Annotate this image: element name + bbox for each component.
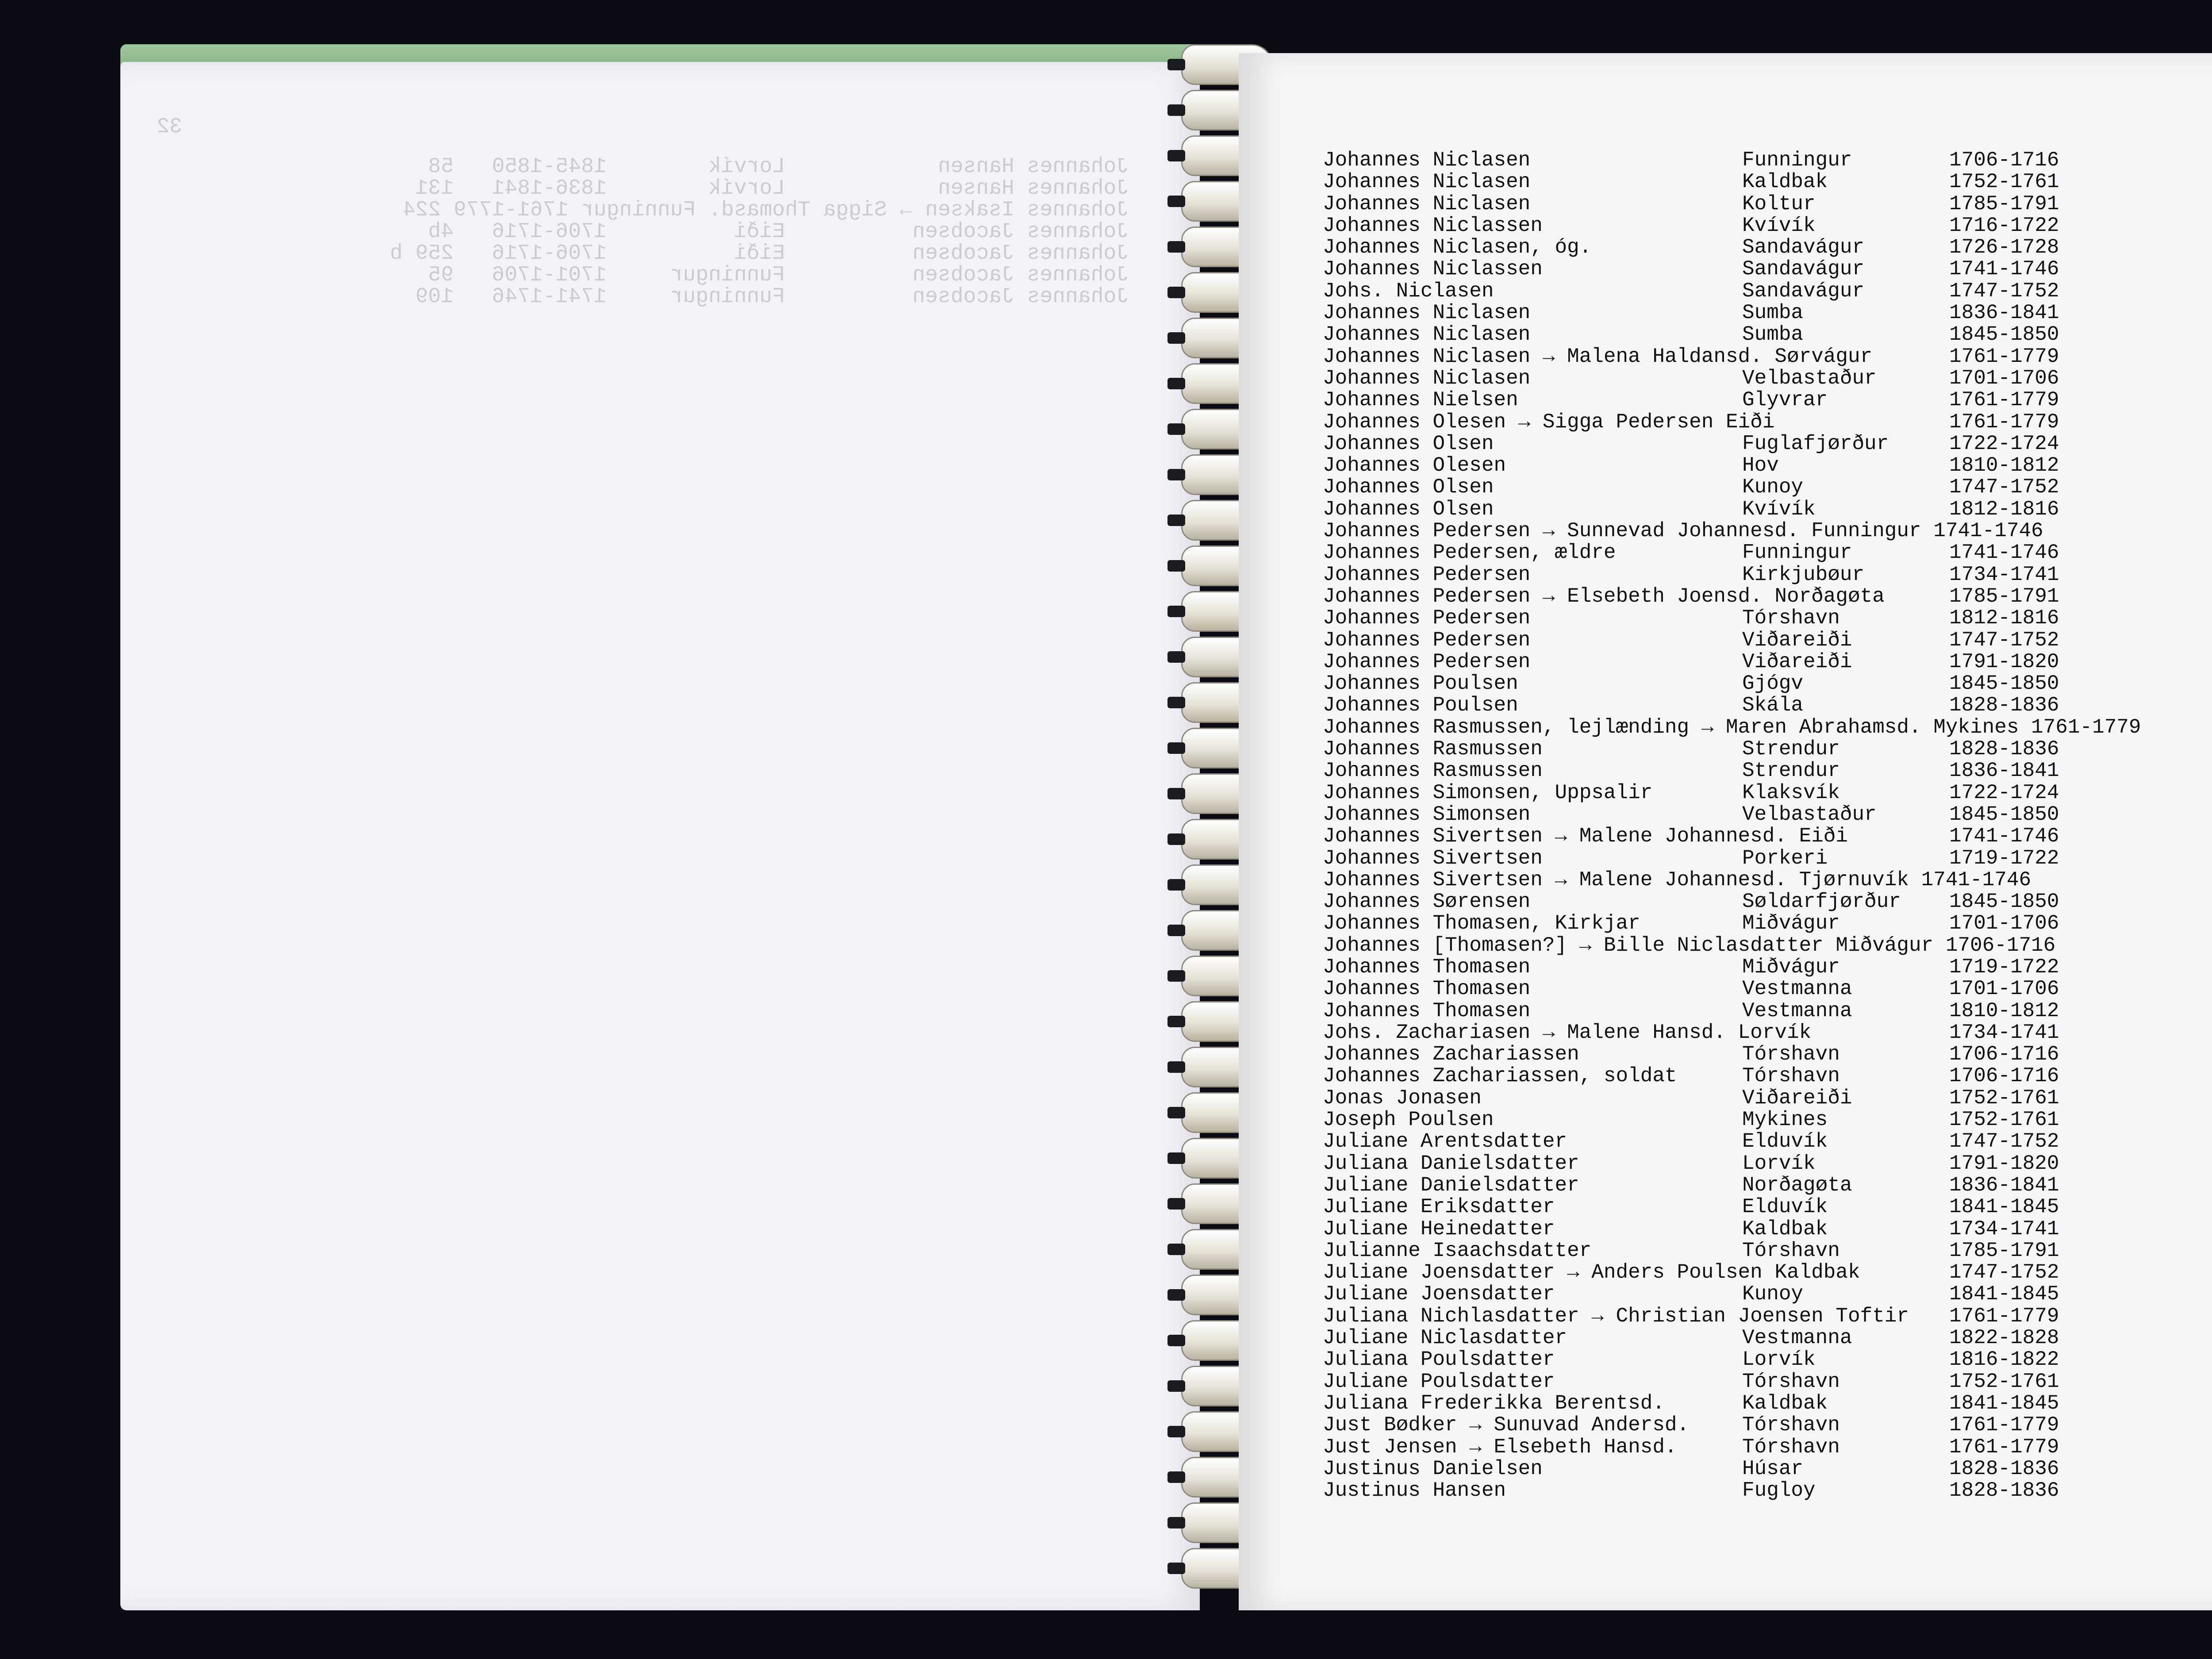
- entry-place: Porkeri: [1742, 846, 1828, 870]
- entry-place: Lorvík: [1742, 1152, 1816, 1175]
- entry-place: Mykines: [1742, 1108, 1828, 1132]
- bleed-line: Johannes Jacobsen Funningur 1701-1706 95: [428, 263, 1129, 287]
- entry-name: Juliane Joensdatter → Anders Poulsen Kaldbak: [1323, 1261, 1860, 1284]
- index-entry: [1323, 150, 2212, 171]
- index-entry: [1323, 258, 2212, 280]
- entry-place: Kirkjubøur: [1742, 563, 1865, 586]
- entry-years: 1747-1752: [1949, 279, 2059, 303]
- bleed-line: Johannes Isaksen → Sigga Thomasd. Funningur 1761-1779 224: [403, 198, 1129, 222]
- bleed-line: Johannes Jacobsen Eiði 1706-1716 259 b: [390, 242, 1129, 265]
- entry-name: Johannes [Thomasen?] → Bille Niclasdatter Miðvágur 1706-1716: [1323, 933, 2056, 957]
- entry-name: Johannes Niclasen: [1323, 192, 1531, 215]
- index-entry: [1323, 280, 2212, 302]
- index-entry: [1323, 433, 2212, 455]
- entry-name: Johannes Rasmussen: [1323, 759, 1543, 783]
- entry-place: Velbastaður: [1742, 803, 1877, 826]
- entry-place: Tórshavn: [1742, 1043, 1840, 1066]
- entry-place: Søldarfjørður: [1742, 890, 1901, 914]
- index-entry: [1323, 1306, 2212, 1327]
- entry-place: Koltur: [1742, 192, 1816, 215]
- entry-name: Johannes Zachariassen, soldat: [1323, 1064, 1677, 1088]
- entry-years: 1741-1746: [1949, 257, 2059, 281]
- index-entry: [1323, 738, 2212, 760]
- entry-years: 1719-1722: [1949, 955, 2059, 979]
- entry-place: Miðvágur: [1742, 912, 1840, 935]
- entry-name: Just Jensen → Elsebeth Hansd.: [1323, 1435, 1677, 1459]
- index-entry: [1323, 542, 2212, 564]
- index-entry: [1323, 1175, 2212, 1196]
- entry-years: 1828-1836: [1949, 1457, 2059, 1480]
- entry-years: 1822-1828: [1949, 1326, 2059, 1350]
- index-entry: [1323, 891, 2212, 913]
- entry-years: 1706-1716: [1949, 1043, 2059, 1066]
- index-entry: [1323, 607, 2212, 629]
- index-entry: [1323, 651, 2212, 673]
- entry-years: 1761-1779: [1949, 345, 2059, 368]
- entry-place: Kaldbak: [1742, 170, 1828, 194]
- entry-years: 1752-1761: [1949, 1108, 2059, 1132]
- entry-name: Juliane Arentsdatter: [1323, 1130, 1567, 1153]
- index-entry: [1323, 1087, 2212, 1109]
- index-entry: [1323, 193, 2212, 215]
- entry-name: Johannes Sivertsen → Malene Johannesd. Tjørnuvík 1741-1746: [1323, 868, 2032, 891]
- left-page: [120, 62, 1200, 1610]
- entry-years: 1716-1722: [1949, 214, 2059, 237]
- entry-place: Sandavágur: [1742, 236, 1865, 259]
- index-entry: [1323, 411, 2212, 433]
- index-entry: [1323, 368, 2212, 389]
- entry-years: 1734-1741: [1949, 563, 2059, 586]
- index-entry: [1323, 1196, 2212, 1218]
- entry-place: Skála: [1742, 694, 1804, 717]
- entry-name: Johannes Pedersen: [1323, 650, 1531, 673]
- index-entry: [1323, 1458, 2212, 1480]
- index-entry: [1323, 913, 2212, 934]
- index-entry: [1323, 978, 2212, 1000]
- entry-place: Kvívík: [1742, 214, 1816, 237]
- entry-years: 1761-1779: [1949, 410, 2059, 434]
- entry-years: 1701-1706: [1949, 912, 2059, 935]
- entry-place: Kaldbak: [1742, 1217, 1828, 1240]
- entry-name: Johannes Niclasen: [1323, 301, 1531, 325]
- entry-place: Viðareiði: [1742, 628, 1852, 652]
- entry-name: Johannes Niclasen: [1323, 149, 1531, 172]
- entry-name: Johannes Pedersen: [1323, 628, 1531, 652]
- entry-years: 1828-1836: [1949, 694, 2059, 717]
- entry-name: Johannes Sørensen: [1323, 890, 1531, 914]
- entry-name: Johannes Niclassen: [1323, 214, 1543, 237]
- index-entry: [1323, 476, 2212, 498]
- entry-years: 1785-1791: [1949, 1239, 2059, 1262]
- entry-name: Johannes Poulsen: [1323, 672, 1518, 695]
- index-entry: [1323, 848, 2212, 869]
- entry-years: 1747-1752: [1949, 628, 2059, 652]
- entry-name: Johannes Niclassen: [1323, 257, 1543, 281]
- bleed-line: Johannes Jacobsen Funningur 1741-1746 109: [415, 285, 1129, 309]
- right-page: [1239, 53, 2212, 1610]
- index-entry: [1323, 695, 2212, 716]
- index-entry: [1323, 956, 2212, 978]
- index-entry: [1323, 1044, 2212, 1065]
- entry-place: Sumba: [1742, 301, 1804, 325]
- entry-place: Sandavágur: [1742, 279, 1865, 303]
- bleed-line: Johannes Hansen Lorvík 1845-1850 58: [428, 155, 1129, 179]
- index-entry: [1323, 389, 2212, 411]
- entry-place: Tórshavn: [1742, 1370, 1840, 1393]
- entry-name: Johannes Sivertsen → Malene Johannesd. Eiði: [1323, 825, 1848, 848]
- entry-name: Johannes Olsen: [1323, 432, 1494, 455]
- entry-name: Johannes Sivertsen: [1323, 846, 1543, 870]
- index-entry: [1323, 1436, 2212, 1458]
- index-entry: [1323, 586, 2212, 607]
- entry-years: 1841-1845: [1949, 1195, 2059, 1219]
- entry-name: Johannes Pedersen: [1323, 563, 1531, 586]
- entry-years: 1785-1791: [1949, 192, 2059, 215]
- index-entry: [1323, 1153, 2212, 1175]
- entry-years: 1722-1724: [1949, 781, 2059, 804]
- entry-years: 1747-1752: [1949, 1130, 2059, 1153]
- entry-years: 1845-1850: [1949, 323, 2059, 346]
- entry-name: Juliane Joensdatter: [1323, 1283, 1555, 1306]
- entry-place: Klaksvík: [1742, 781, 1840, 804]
- entry-name: Johannes Rasmussen: [1323, 737, 1543, 761]
- index-entry: [1323, 1065, 2212, 1087]
- entry-place: Sumba: [1742, 323, 1804, 346]
- entry-name: Johannes Nielsen: [1323, 388, 1518, 412]
- entry-name: Johannes Simonsen: [1323, 803, 1531, 826]
- entry-place: Elduvík: [1742, 1130, 1828, 1153]
- entry-place: Strendur: [1742, 759, 1840, 783]
- entry-name: Johannes Poulsen: [1323, 694, 1518, 717]
- entry-place: Velbastaður: [1742, 366, 1877, 390]
- entry-name: Johannes Niclasen: [1323, 323, 1531, 346]
- entry-place: Glyvrar: [1742, 388, 1828, 412]
- entry-years: 1841-1845: [1949, 1391, 2059, 1415]
- index-entry: [1323, 1480, 2212, 1502]
- index-entry: [1323, 1109, 2212, 1131]
- entry-years: 1791-1820: [1949, 650, 2059, 673]
- bleed-line: Johannes Jacobsen Eiði 1706-1716 4b: [428, 220, 1129, 244]
- entry-name: Johannes Zachariassen: [1323, 1043, 1579, 1066]
- index-entry: [1323, 804, 2212, 826]
- entry-place: Vestmanna: [1742, 999, 1852, 1022]
- entry-name: Johannes Olsen: [1323, 497, 1494, 521]
- entry-name: Johannes Olesen: [1323, 454, 1506, 477]
- index-entry: [1323, 1414, 2212, 1436]
- entry-years: 1845-1850: [1949, 672, 2059, 695]
- entry-years: 1726-1728: [1949, 236, 2059, 259]
- entry-name: Johannes Pedersen → Elsebeth Joensd. Norðagøta: [1323, 584, 1885, 608]
- entry-years: 1836-1841: [1949, 759, 2059, 783]
- entry-years: 1816-1822: [1949, 1348, 2059, 1371]
- entry-years: 1836-1841: [1949, 1173, 2059, 1197]
- entry-years: 1761-1779: [1949, 1435, 2059, 1459]
- entry-name: Julianne Isaachsdatter: [1323, 1239, 1592, 1262]
- entry-place: Vestmanna: [1742, 1326, 1852, 1350]
- entry-years: 1701-1706: [1949, 366, 2059, 390]
- index-entry: [1323, 346, 2212, 368]
- entry-name: Johannes Niclasen: [1323, 170, 1531, 194]
- index-entry: [1323, 717, 2212, 738]
- index-entry: [1323, 1371, 2212, 1393]
- entry-place: Strendur: [1742, 737, 1840, 761]
- entry-years: 1706-1716: [1949, 149, 2059, 172]
- entry-name: Juliana Poulsdatter: [1323, 1348, 1555, 1371]
- entry-place: Viðareiði: [1742, 650, 1852, 673]
- entry-years: 1706-1716: [1949, 1064, 2059, 1088]
- entry-years: 1747-1752: [1949, 1261, 2059, 1284]
- entry-years: 1785-1791: [1949, 584, 2059, 608]
- entry-years: 1752-1761: [1949, 170, 2059, 194]
- entry-years: 1812-1816: [1949, 607, 2059, 630]
- entry-place: Funningur: [1742, 541, 1852, 565]
- entry-name: Juliane Niclasdatter: [1323, 1326, 1567, 1350]
- bleed-through-text: [120, 62, 1200, 1610]
- entry-name: Jonas Jonasen: [1323, 1086, 1482, 1110]
- entry-place: Tórshavn: [1742, 1239, 1840, 1262]
- entry-years: 1761-1779: [1949, 388, 2059, 412]
- entry-name: Johannes Olesen → Sigga Pedersen Eiði: [1323, 410, 1775, 434]
- entry-place: Kvívík: [1742, 497, 1816, 521]
- index-entry: [1323, 826, 2212, 847]
- entry-name: Johs. Zachariasen → Malene Hansd. Lorvík: [1323, 1021, 1812, 1044]
- index-entry: [1323, 1000, 2212, 1022]
- entry-place: Norðagøta: [1742, 1173, 1852, 1197]
- index-entry: [1323, 499, 2212, 520]
- entry-name: Johannes Olsen: [1323, 476, 1494, 499]
- bleed-line: Johannes Hansen Lorvík 1836-1841 131: [415, 177, 1129, 200]
- entry-place: Sandavágur: [1742, 257, 1865, 281]
- index-entry: [1323, 760, 2212, 782]
- entry-years: 1841-1845: [1949, 1283, 2059, 1306]
- entry-years: 1845-1850: [1949, 890, 2059, 914]
- index-entry: [1323, 520, 2212, 542]
- entry-years: 1791-1820: [1949, 1152, 2059, 1175]
- entry-years: 1752-1761: [1949, 1370, 2059, 1393]
- entry-years: 1828-1836: [1949, 1479, 2059, 1502]
- entry-years: 1836-1841: [1949, 301, 2059, 325]
- index-entry: [1323, 171, 2212, 193]
- entry-place: Kunoy: [1742, 1283, 1804, 1306]
- entry-name: Justinus Hansen: [1323, 1479, 1506, 1502]
- entry-years: 1734-1741: [1949, 1217, 2059, 1240]
- entry-years: 1828-1836: [1949, 737, 2059, 761]
- index-entry: [1323, 1131, 2212, 1152]
- index-entry: [1323, 1262, 2212, 1283]
- entry-name: Johs. Niclasen: [1323, 279, 1494, 303]
- entry-name: Johannes Pedersen: [1323, 607, 1531, 630]
- entry-name: Juliane Heinedatter: [1323, 1217, 1555, 1240]
- index-entry: [1323, 869, 2212, 891]
- index-entry: [1323, 1022, 2212, 1044]
- entry-years: 1747-1752: [1949, 476, 2059, 499]
- entry-years: 1734-1741: [1949, 1021, 2059, 1044]
- entry-years: 1719-1722: [1949, 846, 2059, 870]
- entry-place: Gjógv: [1742, 672, 1804, 695]
- entry-place: Tórshavn: [1742, 1435, 1840, 1459]
- entry-years: 1810-1812: [1949, 999, 2059, 1022]
- index-entry: [1323, 1393, 2212, 1414]
- index-entry: [1323, 1218, 2212, 1240]
- index-entry: [1323, 935, 2212, 956]
- entry-name: Juliana Nichlasdatter → Christian Joensen Toftir: [1323, 1304, 1909, 1328]
- entry-place: Tórshavn: [1742, 607, 1840, 630]
- entry-place: Kunoy: [1742, 476, 1804, 499]
- entry-name: Johannes Thomasen: [1323, 955, 1531, 979]
- entry-name: Just Bødker → Sunuvad Andersd.: [1323, 1413, 1690, 1437]
- index-entry: [1323, 1240, 2212, 1262]
- entry-place: Hov: [1742, 454, 1779, 477]
- entry-years: 1812-1816: [1949, 497, 2059, 521]
- entry-name: Johannes Niclasen: [1323, 366, 1531, 390]
- entry-place: Tórshavn: [1742, 1064, 1840, 1088]
- entry-place: Húsar: [1742, 1457, 1804, 1480]
- entry-years: 1722-1724: [1949, 432, 2059, 455]
- entry-years: 1845-1850: [1949, 803, 2059, 826]
- entry-name: Justinus Danielsen: [1323, 1457, 1543, 1480]
- index-entry: [1323, 237, 2212, 258]
- index-entry: [1323, 455, 2212, 476]
- index-entry: [1323, 302, 2212, 324]
- entry-name: Johannes Niclasen → Malena Haldansd. Sørvágur: [1323, 345, 1873, 368]
- left-page-number: 32: [157, 115, 182, 139]
- entry-name: Juliane Danielsdatter: [1323, 1173, 1579, 1197]
- entry-name: Juliane Poulsdatter: [1323, 1370, 1555, 1393]
- entry-place: Fugloy: [1742, 1479, 1816, 1502]
- entry-name: Johannes Pedersen → Sunnevad Johannesd. Funningur 1741-1746: [1323, 519, 2043, 543]
- entry-place: Viðareiði: [1742, 1086, 1852, 1110]
- entry-years: 1741-1746: [1949, 541, 2059, 565]
- entry-name: Juliana Frederikka Berentsd.: [1323, 1391, 1665, 1415]
- index-entry: [1323, 1349, 2212, 1371]
- index-entry: [1323, 564, 2212, 586]
- index-entry: [1323, 1283, 2212, 1305]
- entry-name: Johannes Thomasen: [1323, 999, 1531, 1022]
- index-entry: [1323, 782, 2212, 804]
- entry-place: Funningur: [1742, 149, 1852, 172]
- entry-name: Johannes Simonsen, Uppsalir: [1323, 781, 1653, 804]
- entry-place: Miðvágur: [1742, 955, 1840, 979]
- entry-years: 1752-1761: [1949, 1086, 2059, 1110]
- entry-name: Joseph Poulsen: [1323, 1108, 1494, 1132]
- index-list: [1323, 150, 2212, 1502]
- entry-name: Johannes Thomasen, Kirkjar: [1323, 912, 1640, 935]
- entry-name: Johannes Pedersen, ældre: [1323, 541, 1616, 565]
- entry-place: Vestmanna: [1742, 977, 1852, 1001]
- index-entry: [1323, 630, 2212, 651]
- entry-place: Kaldbak: [1742, 1391, 1828, 1415]
- entry-years: 1761-1779: [1949, 1304, 2059, 1328]
- index-entry: [1323, 324, 2212, 346]
- entry-name: Juliana Danielsdatter: [1323, 1152, 1579, 1175]
- index-entry: [1323, 215, 2212, 237]
- entry-name: Johannes Rasmussen, lejlænding → Maren Abrahamsd. Mykines 1761-1779: [1323, 715, 2141, 739]
- entry-years: 1701-1706: [1949, 977, 2059, 1001]
- entry-place: Elduvík: [1742, 1195, 1828, 1219]
- entry-years: 1810-1812: [1949, 454, 2059, 477]
- index-entry: [1323, 1327, 2212, 1349]
- entry-place: Lorvík: [1742, 1348, 1816, 1371]
- entry-name: Johannes Niclasen, óg.: [1323, 236, 1592, 259]
- entry-years: 1741-1746: [1949, 825, 2059, 848]
- index-entry: [1323, 673, 2212, 695]
- entry-place: Tórshavn: [1742, 1413, 1840, 1437]
- entry-name: Johannes Thomasen: [1323, 977, 1531, 1001]
- entry-years: 1761-1779: [1949, 1413, 2059, 1437]
- entry-name: Juliane Eriksdatter: [1323, 1195, 1555, 1219]
- entry-place: Fuglafjørður: [1742, 432, 1889, 455]
